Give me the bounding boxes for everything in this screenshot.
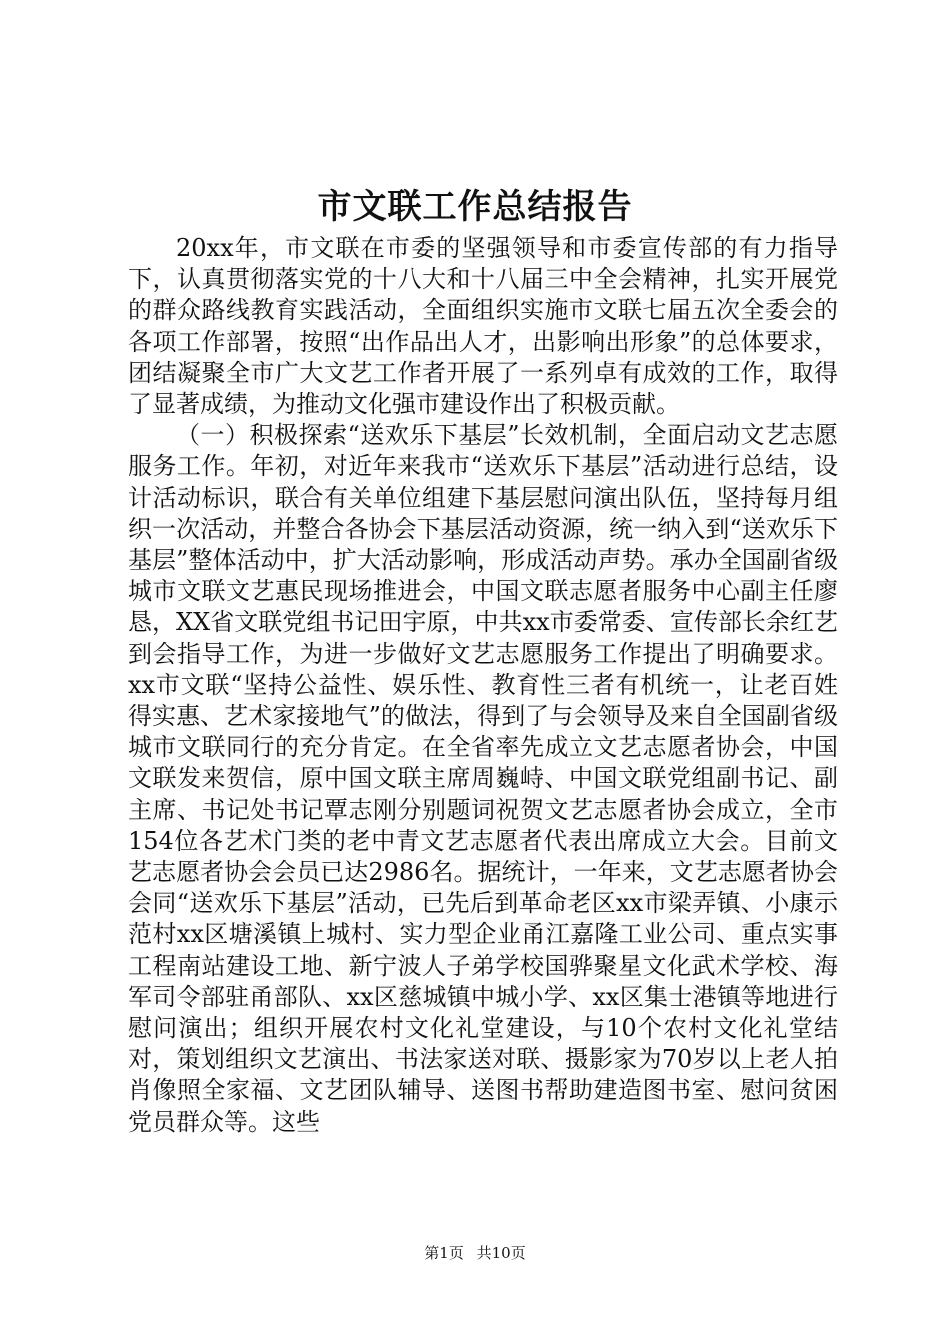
paragraph-section-1: （一）积极探索“送欢乐下基层”长效机制，全面启动文艺志愿服务工作。年初，对近年来我市“送欢乐下基层”活动进行总结，设计活动标识，联合有关单位组建下基层慰问演出队伍，坚持每月组织一次活动，并整合各协会下基层活动资源，统一纳入到“送欢乐下基层”整体活动中，扩大活动影响，形成活动声势。承办全国副省级城市文联文艺惠民现场推进会，中国文联志愿者服务中心副主任廖恳，XX省文联党组书记田宇原，中共xx市委常委、宣传部长余红艺到会指导工作，为进一步做好文艺志愿服务工作提出了明确要求。xx市文联“坚持公益性、娱乐性、教育性三者有机统一，让老百姓得实惠、艺术家接地气”的做法，得到了与会领导及来自全国副省级城市文联同行的充分肯定。在全省率先成立文艺志愿者协会，中国文联发来贺信，原中国文联主席周巍峙、中国文联党组副书记、副主席、书记处书记覃志刚分别题词祝贺文艺志愿者协会成立，全市154位各艺术门类的老中青文艺志愿者代表出席成立大会。目前文艺志愿者协会会员已达2986名。据统计，一年来，文艺志愿者协会会同“送欢乐下基层”活动，已先后到革命老区xx市梁弄镇、小康示范村xx区塘溪镇上城村、实力型企业甬江嘉隆工业公司、重点实事工程南站建设工地、新宁波人子弟学校国骅聚星文化武术学校、海军司令部驻甬部队、xx区慈城镇中城小学、xx区集士港镇等地进行慰问演出；组织开展农村文化礼堂建设，与10个农村文化礼堂结对，策划组织文艺演出、书法家送对联、摄影家为70岁以上老人拍肖像照全家福、文艺团队辅导、送图书帮助建造图书室、慰问贫困党员群众等。这些 [128, 421, 838, 1136]
document-title: 市文联工作总结报告 [317, 187, 633, 227]
page-total: 共10页 [476, 1244, 526, 1262]
page-number: 第1页 [424, 1244, 464, 1262]
document-body [128, 233, 838, 1138]
page-footer [0, 1243, 950, 1263]
paragraph-intro: 20xx年，市文联在市委的坚强领导和市委宣传部的有力指导下，认真贯彻落实党的十八大和十八届三中全会精神，扎实开展党的群众路线教育实践活动，全面组织实施市文联七届五次全委会的各项工作部署，按照“出作品出人才，出影响出形象”的总体要求，团结凝聚全市广大文艺工作者开展了一系列卓有成效的工作，取得了显著成绩，为推动文化强市建设作出了积极贡献。 [128, 234, 838, 419]
